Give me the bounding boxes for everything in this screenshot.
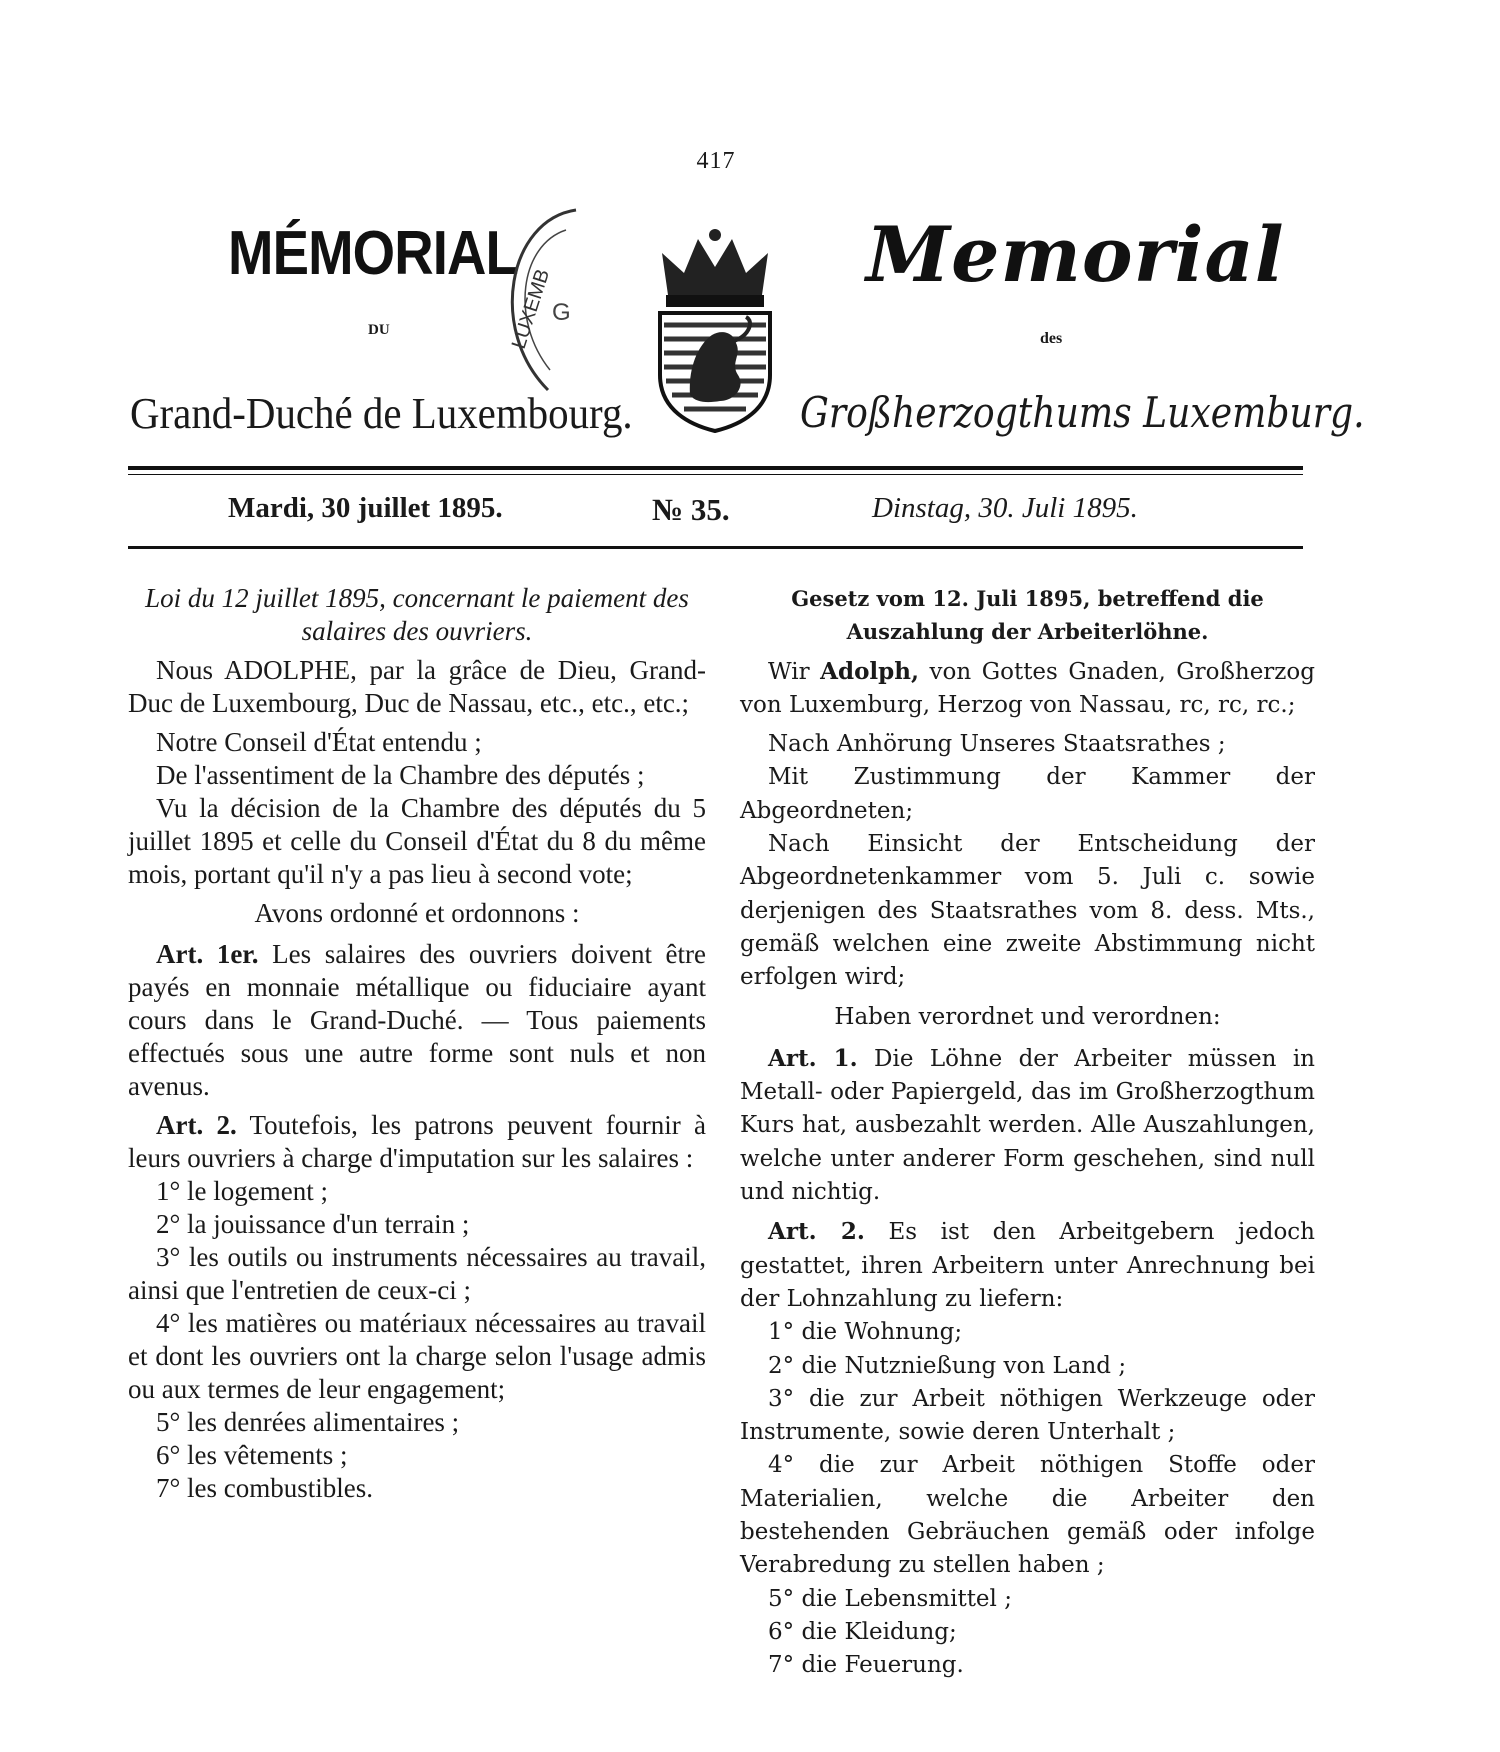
masthead-title-german: Memorial (866, 210, 1285, 299)
issue-number: № 35. (652, 492, 730, 527)
law-title-german: Gesetz vom 12. Juli 1895, betreffend die Auszahlung der Arbeiterlöhne. (791, 586, 1264, 645)
list-item: 4° les matières ou matériaux nécessaires au travail et dont les ouvriers ont la charge selon l'usage admis ou aux termes de leur engagement; (128, 1308, 706, 1404)
preamble-paragraph: Nous ADOLPHE, par la grâce de Dieu, Grand-Duc de Luxembourg, Duc de Nassau, etc., etc., etc.; (128, 655, 706, 718)
issue-date-french: Mardi, 30 juillet 1895. (228, 492, 503, 524)
french-column (128, 582, 706, 1505)
preamble-paragraph: Vu la décision de la Chambre des députés du 5 juillet 1895 et celle du Conseil d'État du 8 du même mois, portant qu'il n'y a pas lieu à second vote; (128, 793, 706, 889)
masthead-subtitle-french: Grand-Duché de Luxembourg. (130, 389, 633, 438)
list-item: 1° le logement ; (156, 1176, 329, 1206)
ordering-formula: Avons ordonné et ordonnons : (254, 898, 580, 928)
svg-text:G: G (552, 299, 571, 326)
list-item: 6° les vêtements ; (156, 1440, 348, 1470)
page-number: 417 (696, 148, 736, 174)
list-item: 2° la jouissance d'un terrain ; (156, 1209, 470, 1239)
list-item: 2° die Nutznießung von Land ; (768, 1352, 1127, 1379)
list-item: 7° les combustibles. (156, 1473, 374, 1503)
list-item: 6° die Kleidung; (768, 1618, 957, 1645)
article-1: Art. 1er. Les salaires des ouvriers doivent être payés en monnaie métallique ou fiduciaire ayant cours dans le Grand-Duché. — Tous paiements effectués sous une autre forme sont nuls et non avenus. (128, 939, 706, 1101)
list-item: 5° les denrées alimentaires ; (156, 1407, 460, 1437)
article-2: Art. 2. Es ist den Arbeitgebern jedoch gestattet, ihren Arbeitern unter Anrechnung bei der Lohnzahlung zu liefern: (740, 1218, 1315, 1312)
preamble-paragraph: Nach Anhörung Unseres Staatsrathes ; (768, 731, 1226, 758)
library-stamp-icon (488, 200, 583, 400)
list-item: 5° die Lebensmittel ; (768, 1585, 1012, 1612)
article-2: Art. 2. Toutefois, les patrons peuvent fournir à leurs ouvriers à charge d'imputation sur les salaires : (128, 1110, 706, 1173)
list-item: 3° die zur Arbeit nöthigen Werkzeuge oder Instrumente, sowie deren Unterhalt ; (740, 1385, 1315, 1446)
list-item: 7° die Feuerung. (768, 1652, 964, 1679)
issue-date-german: Dinstag, 30. Juli 1895. (872, 492, 1138, 524)
list-item: 1° die Wohnung; (768, 1319, 963, 1346)
svg-text:LUXEMB: LUXEMB (507, 266, 555, 352)
preamble-paragraph: Mit Zustimmung der Kammer der Abgeordneten; (740, 764, 1315, 824)
masthead-title-french: MÉMORIAL (228, 219, 518, 288)
preamble-paragraph: Nach Einsicht der Entscheidung der Abgeordnetenkammer vom 5. Juli c. sowie derjenigen des Staatsrathes vom 8. dess. Mts., gemäß welchen eine zweite Abstimmung nicht erfolgen wird; (740, 831, 1315, 991)
coat-of-arms-icon (650, 225, 780, 435)
header-rule-top-thin (128, 474, 1303, 475)
preamble-paragraph: Notre Conseil d'État entendu ; (156, 727, 482, 757)
masthead-subtitle-german: Großherzogthums Luxemburg. (800, 388, 1365, 437)
ordering-formula: Haben verordnet und verordnen: (834, 1003, 1221, 1030)
preamble-paragraph: Wir Adolph, von Gottes Gnaden, Großherzog von Luxemburg, Herzog von Nassau, rc, rc, rc.; (740, 657, 1315, 718)
law-title-french: Loi du 12 juillet 1895, concernant le paiement des salaires des ouvriers. (145, 583, 689, 646)
list-item: 4° die zur Arbeit nöthigen Stoffe oder Materialien, welche die Arbeiter den bestehenden Gebräuchen gemäß oder infolge Verabredung zu stellen haben ; (740, 1452, 1315, 1579)
list-item: 3° les outils ou instruments nécessaires au travail, ainsi que l'entretien de ceux-ci ; (128, 1242, 706, 1305)
article-1: Art. 1. Die Löhne der Arbeiter müssen in Metall- oder Papiergeld, das im Großherzogthum Kurs hat, ausbezahlt werden. Alle Auszahlungen, welche unter anderer Form geschehen, sind null und nichtig. (740, 1044, 1315, 1206)
header-rule-bottom (128, 546, 1303, 549)
masthead-des: des (1040, 330, 1063, 347)
masthead-du: DU (368, 322, 390, 338)
header-rule-top (128, 466, 1303, 470)
german-column (740, 582, 1315, 1683)
preamble-paragraph: De l'assentiment de la Chambre des députés ; (156, 760, 645, 790)
